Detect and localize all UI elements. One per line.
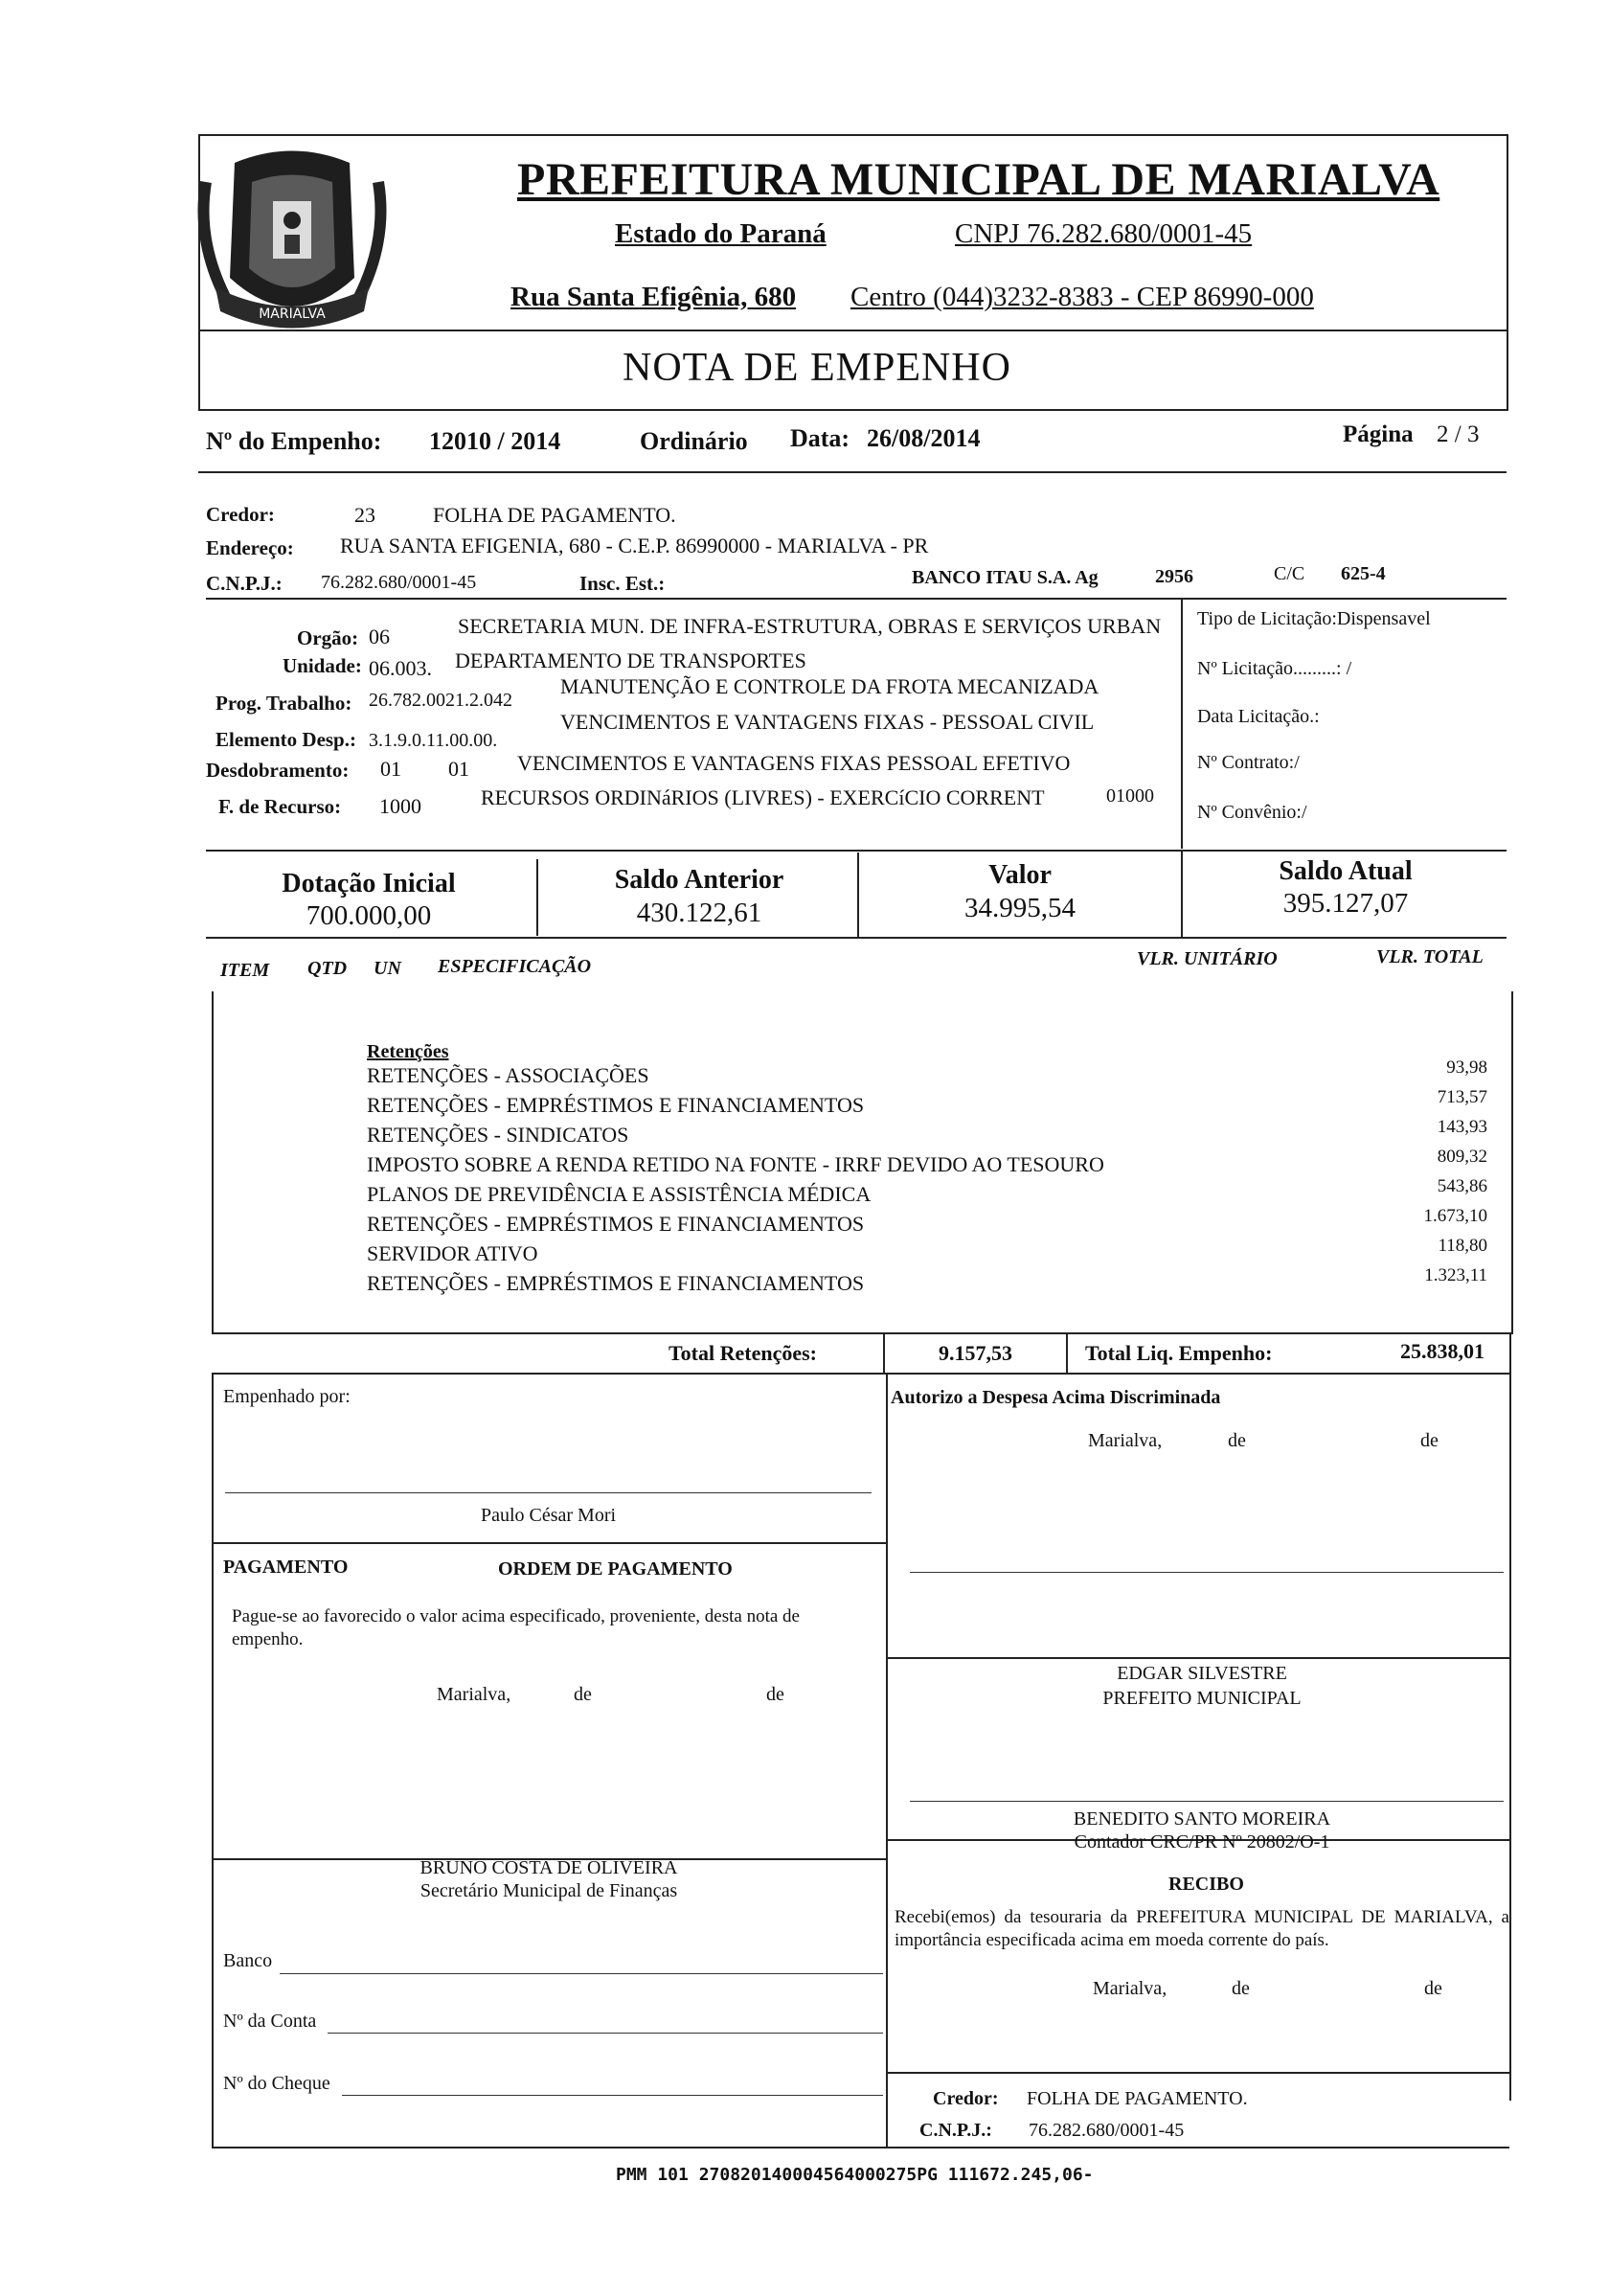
- pagamento-city: Marialva,: [437, 1684, 511, 1705]
- dotacao-value: 700.000,00: [306, 900, 432, 931]
- retencao-row: [367, 1117, 1487, 1152]
- orgao-label: Orgão:: [297, 626, 359, 649]
- retencao-row: [367, 1087, 1487, 1123]
- orgao-desc: SECRETARIA MUN. DE INFRA-ESTRUTURA, OBRAS E SERVIÇOS URBAN: [458, 614, 1162, 638]
- page-number: 2 / 3: [1437, 421, 1480, 447]
- prog-label: Prog. Trabalho:: [215, 692, 352, 715]
- pagamento-label: PAGAMENTO: [223, 1557, 349, 1578]
- recibo-de-2: de: [1424, 1978, 1442, 1999]
- prefeito-nome: EDGAR SILVESTRE: [1117, 1663, 1287, 1684]
- retencao-row: [367, 1147, 1487, 1182]
- prefeito-cargo: PREFEITO MUNICIPAL: [1102, 1688, 1302, 1709]
- valor-label: Valor: [988, 860, 1052, 890]
- retencao-value: 713,57: [1437, 1087, 1487, 1107]
- empenho-label: Nº do Empenho:: [206, 427, 382, 455]
- saldo-atual-value: 395.127,07: [1282, 888, 1409, 919]
- seal-text: MARIALVA: [259, 307, 326, 322]
- autorizo-city: Marialva,: [1088, 1430, 1163, 1451]
- retencao-value: 143,93: [1437, 1117, 1487, 1137]
- recibo-de-1: de: [1232, 1978, 1250, 1999]
- conta-field: [328, 2033, 883, 2034]
- elemento-label: Elemento Desp.:: [215, 728, 356, 751]
- numero-contrato: Nº Contrato:/: [1197, 752, 1300, 773]
- retencao-row: [367, 1057, 1487, 1093]
- coat-of-arms-seal: [196, 144, 388, 354]
- insc-est-label: Insc. Est.:: [579, 572, 666, 595]
- recibo-cnpj-value: 76.282.680/0001-45: [1029, 2120, 1185, 2141]
- org-state: Estado do Paraná: [615, 218, 827, 249]
- prog-desc: MANUTENÇÃO E CONTROLE DA FROTA MECANIZADA: [560, 674, 1099, 698]
- date-label: Data:: [790, 424, 850, 452]
- total-liquido-value: 25.838,01: [1400, 1339, 1484, 1363]
- retencao-desc: RETENÇÕES - SINDICATOS: [367, 1123, 629, 1147]
- banco-label: Banco: [223, 1950, 273, 1971]
- credor-code: 23: [354, 503, 375, 527]
- pague-se-text: Pague-se ao favorecido o valor acima especificado, proveniente, desta nota de empenho.: [232, 1606, 800, 1649]
- pagamento-de-1: de: [574, 1684, 592, 1705]
- endereco-value: RUA SANTA EFIGENIA, 680 - C.E.P. 86990000 - MARIALVA - PR: [340, 534, 929, 557]
- retencao-desc: RETENÇÕES - EMPRÉSTIMOS E FINANCIAMENTOS: [367, 1212, 865, 1236]
- credor-label: Credor:: [206, 503, 275, 526]
- saldo-anterior-label: Saldo Anterior: [614, 865, 784, 895]
- cnpj-value: 76.282.680/0001-45: [321, 572, 477, 593]
- recibo-title: RECIBO: [1168, 1874, 1244, 1895]
- retencao-value: 543,86: [1437, 1176, 1487, 1196]
- date-value: 26/08/2014: [867, 424, 981, 452]
- prog-code: 26.782.0021.2.042: [369, 690, 512, 711]
- numero-licitacao: Nº Licitação.........: /: [1197, 658, 1352, 679]
- tipo-licitacao: Tipo de Licitação:Dispensavel: [1197, 608, 1431, 629]
- empenhado-por-nome: Paulo César Mori: [480, 1505, 617, 1526]
- recibo-city: Marialva,: [1093, 1978, 1167, 1999]
- fonte-desc: RECURSOS ORDINáRIOS (LIVRES) - EXERCíCIO CORRENT: [481, 785, 1045, 809]
- autorizo-de-1: de: [1228, 1430, 1246, 1451]
- unidade-label: Unidade:: [283, 654, 362, 677]
- retencao-desc: RETENÇÕES - ASSOCIAÇÕES: [367, 1063, 649, 1087]
- retencao-value: 93,98: [1446, 1057, 1487, 1078]
- contador-cargo: Contador CRC/PR Nº 20802/O-1: [1074, 1831, 1330, 1853]
- cc-label: C/C: [1274, 563, 1305, 584]
- retencao-desc: SERVIDOR ATIVO: [367, 1241, 538, 1265]
- ordem-pagamento-label: ORDEM DE PAGAMENTO: [498, 1558, 733, 1580]
- retencao-desc: RETENÇÕES - EMPRÉSTIMOS E FINANCIAMENTOS: [367, 1093, 865, 1117]
- unidade-desc: DEPARTAMENTO DE TRANSPORTES: [455, 648, 806, 672]
- retencao-row: [367, 1176, 1487, 1212]
- saldo-anterior-value: 430.122,61: [636, 898, 762, 928]
- retencao-row: [367, 1236, 1487, 1271]
- org-address: Centro (044)3232-8383 - CEP 86990-000: [850, 282, 1314, 312]
- orgao-code: 06: [369, 625, 390, 648]
- fonte-label: F. de Recurso:: [218, 795, 342, 818]
- total-retencoes-label: Total Retenções:: [669, 1341, 817, 1365]
- fonte-extra: 01000: [1106, 785, 1154, 807]
- total-retencoes-value: 9.157,53: [939, 1341, 1012, 1365]
- retencao-value: 809,32: [1437, 1147, 1487, 1167]
- recibo-text: Recebi(emos) da tesouraria da PREFEITURA MUNICIPAL DE MARIALVA, a importância especificada acima em moeda corrente do país.: [895, 1907, 1509, 1950]
- total-liquido-label: Total Liq. Empenho:: [1085, 1341, 1273, 1365]
- empenho-number: 12010 / 2014: [429, 427, 561, 455]
- cnpj-label: C.N.P.J.:: [206, 572, 283, 595]
- page-label: Página: [1343, 421, 1414, 447]
- bank-name: BANCO ITAU S.A. Ag: [912, 567, 1099, 588]
- elemento-code: 3.1.9.0.11.00.00.: [369, 730, 498, 751]
- data-licitacao: Data Licitação.:: [1197, 706, 1320, 727]
- col-un: UN: [374, 958, 401, 979]
- retencoes-list: [367, 1057, 1487, 1301]
- document-title: NOTA DE EMPENHO: [623, 346, 1011, 390]
- desdobramento-desc: VENCIMENTOS E VANTAGENS FIXAS PESSOAL EFETIVO: [517, 751, 1071, 775]
- empenho-type: Ordinário: [640, 427, 748, 455]
- retencao-value: 1.673,10: [1423, 1206, 1487, 1226]
- empenhado-por-label: Empenhado por:: [223, 1386, 351, 1407]
- secretario-nome: BRUNO COSTA DE OLIVEIRA: [419, 1857, 678, 1878]
- retencoes-title: Retenções: [367, 1041, 449, 1062]
- col-vlr-unitario: VLR. UNITÁRIO: [1137, 948, 1278, 969]
- contador-nome: BENEDITO SANTO MOREIRA: [1073, 1808, 1331, 1830]
- saldo-atual-label: Saldo Atual: [1279, 856, 1413, 886]
- elemento-desc: VENCIMENTOS E VANTAGENS FIXAS - PESSOAL CIVIL: [560, 710, 1095, 734]
- recibo-cnpj-label: C.N.P.J.:: [919, 2120, 992, 2141]
- cheque-field: [342, 2095, 883, 2096]
- retencao-desc: PLANOS DE PREVIDÊNCIA E ASSISTÊNCIA MÉDICA: [367, 1182, 872, 1206]
- col-qtd: QTD: [307, 958, 348, 979]
- valor-value: 34.995,54: [964, 893, 1076, 923]
- org-title: PREFEITURA MUNICIPAL DE MARIALVA: [517, 154, 1440, 205]
- retencao-desc: IMPOSTO SOBRE A RENDA RETIDO NA FONTE - IRRF DEVIDO AO TESOURO: [367, 1152, 1104, 1176]
- footer-code: PMM 101 270820140004564000275PG 111672.245,06-: [616, 2165, 1094, 2185]
- cc-value: 625-4: [1341, 563, 1386, 584]
- col-especificacao: ESPECIFICAÇÃO: [438, 956, 592, 977]
- dotacao-label: Dotação Inicial: [282, 869, 456, 898]
- desdobramento-code-2: 01: [448, 757, 469, 781]
- conta-label: Nº da Conta: [223, 2011, 317, 2032]
- endereco-label: Endereço:: [206, 536, 294, 559]
- credor-name: FOLHA DE PAGAMENTO.: [433, 503, 676, 527]
- retencao-value: 1.323,11: [1424, 1265, 1487, 1285]
- numero-convenio: Nº Convênio:/: [1197, 802, 1307, 823]
- pagamento-de-2: de: [766, 1684, 784, 1705]
- autorizo-despesa: Autorizo a Despesa Acima Discriminada: [891, 1387, 1221, 1408]
- retencao-row: [367, 1206, 1487, 1241]
- unidade-code: 06.003.: [369, 656, 432, 680]
- bank-agency: 2956: [1155, 566, 1193, 587]
- retencao-value: 118,80: [1438, 1236, 1487, 1256]
- col-vlr-total: VLR. TOTAL: [1376, 946, 1484, 967]
- fonte-code: 1000: [379, 794, 421, 818]
- banco-field: [280, 1973, 883, 1974]
- recibo-credor-label: Credor:: [933, 2088, 999, 2109]
- col-item: ITEM: [220, 960, 270, 981]
- desdobramento-label: Desdobramento:: [206, 759, 350, 782]
- org-cnpj: CNPJ 76.282.680/0001-45: [955, 218, 1253, 249]
- cheque-label: Nº do Cheque: [223, 2073, 330, 2094]
- autorizo-de-2: de: [1420, 1430, 1439, 1451]
- org-street: Rua Santa Efigênia, 680: [510, 282, 797, 312]
- recibo-credor-value: FOLHA DE PAGAMENTO.: [1027, 2088, 1248, 2109]
- retencao-row: [367, 1265, 1487, 1301]
- retencao-desc: RETENÇÕES - EMPRÉSTIMOS E FINANCIAMENTOS: [367, 1271, 865, 1295]
- desdobramento-code-1: 01: [380, 757, 401, 781]
- secretario-cargo: Secretário Municipal de Finanças: [419, 1880, 678, 1901]
